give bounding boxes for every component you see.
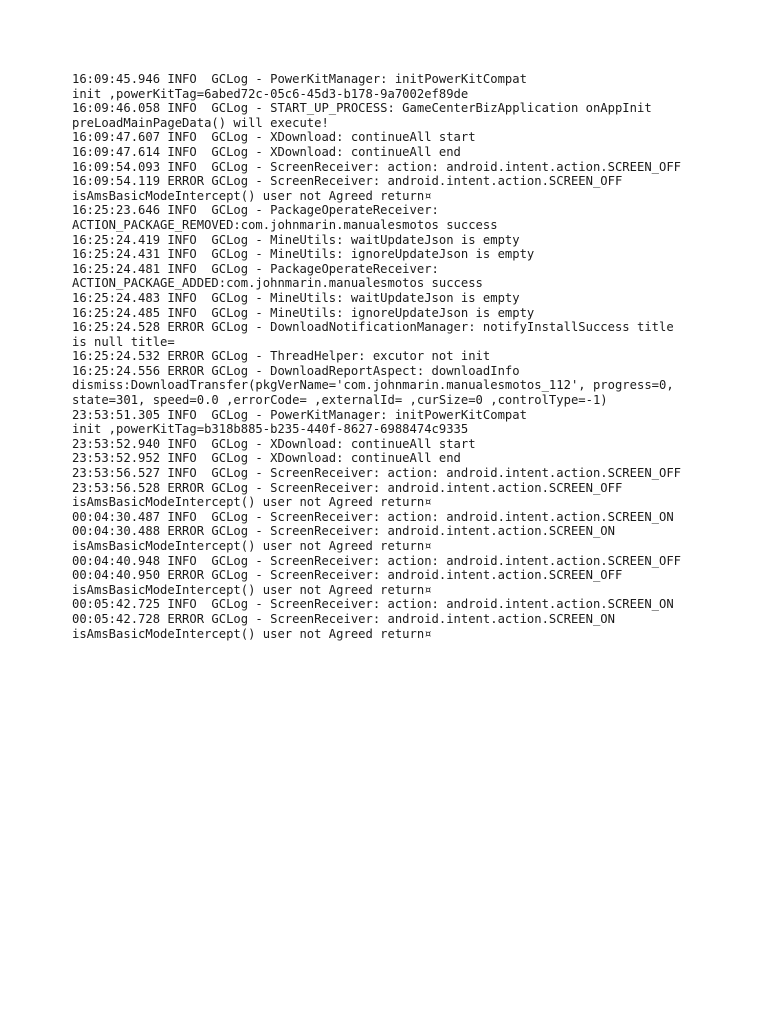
log-line: dismiss:DownloadTransfer(pkgVerName='com.johnmarin.manualesmotos_112', progress=0, [72, 378, 674, 393]
log-line: 00:04:30.488 ERROR GCLog - ScreenReceiver: android.intent.action.SCREEN_ON [72, 524, 615, 539]
log-line: ACTION_PACKAGE_REMOVED:com.johnmarin.manualesmotos success [72, 217, 498, 232]
log-line: is null title= [72, 334, 175, 349]
log-line: 00:05:42.728 ERROR GCLog - ScreenReceiver: android.intent.action.SCREEN_ON [72, 611, 615, 626]
log-line: 23:53:56.528 ERROR GCLog - ScreenReceiver: android.intent.action.SCREEN_OFF [72, 480, 623, 495]
log-line: isAmsBasicModeIntercept() user not Agreed return¤ [72, 539, 432, 553]
log-line: preLoadMainPageData() will execute! [72, 115, 329, 130]
log-line: 16:09:47.614 INFO GCLog - XDownload: continueAll end [72, 144, 461, 159]
log-line: 00:04:40.950 ERROR GCLog - ScreenReceiver: android.intent.action.SCREEN_OFF [72, 568, 623, 583]
log-line: 16:25:24.431 INFO GCLog - MineUtils: ignoreUpdateJson is empty [72, 247, 535, 262]
log-line: 00:04:40.948 INFO GCLog - ScreenReceiver: action: android.intent.action.SCREEN_OFF [72, 553, 682, 568]
log-line: 23:53:56.527 INFO GCLog - ScreenReceiver: action: android.intent.action.SCREEN_OFF [72, 466, 682, 481]
log-line: isAmsBasicModeIntercept() user not Agreed return¤ [72, 582, 432, 597]
log-line: 16:25:24.528 ERROR GCLog - DownloadNotificationManager: notifyInstallSuccess title [72, 320, 674, 335]
log-line: 00:04:30.487 INFO GCLog - ScreenReceiver: action: android.intent.action.SCREEN_ON [72, 509, 674, 524]
log-line: 23:53:51.305 INFO GCLog - PowerKitManager: initPowerKitCompat [72, 407, 527, 422]
log-line: 16:09:46.058 INFO GCLog - START_UP_PROCESS: GameCenterBizApplication onAppInit [72, 101, 652, 116]
log-line: 16:25:24.485 INFO GCLog - MineUtils: ignoreUpdateJson is empty [72, 305, 535, 320]
log-line: 16:09:47.607 INFO GCLog - XDownload: continueAll start [72, 130, 476, 145]
log-line: 16:09:54.119 ERROR GCLog - ScreenReceiver: android.intent.action.SCREEN_OFF [72, 174, 623, 189]
log-line: isAmsBasicModeIntercept() user not Agreed return¤ [72, 495, 432, 510]
log-line: isAmsBasicModeIntercept() user not Agreed return¤ [72, 188, 432, 203]
log-line: isAmsBasicModeIntercept() user not Agreed return¤ [72, 626, 432, 641]
log-line: 16:09:54.093 INFO GCLog - ScreenReceiver: action: android.intent.action.SCREEN_OFF [72, 159, 682, 174]
log-line: 16:25:24.483 INFO GCLog - MineUtils: waitUpdateJson is empty [72, 290, 520, 305]
log-line: 16:09:45.946 INFO GCLog - PowerKitManager: initPowerKitCompat [72, 72, 527, 86]
log-line: state=301, speed=0.0 ,errorCode= ,externalId= ,curSize=0 ,controlType=-1) [72, 393, 608, 408]
log-line: ACTION_PACKAGE_ADDED:com.johnmarin.manualesmotos success [72, 276, 483, 291]
log-line: init ,powerKitTag=6abed72c-05c6-45d3-b178-9a7002ef89de [72, 86, 469, 101]
log-line: 16:25:24.481 INFO GCLog - PackageOperateReceiver: [72, 261, 439, 276]
log-line: 16:25:24.532 ERROR GCLog - ThreadHelper: excutor not init [72, 349, 491, 364]
log-line: 16:25:23.646 INFO GCLog - PackageOperateReceiver: [72, 203, 439, 218]
log-line: 23:53:52.940 INFO GCLog - XDownload: continueAll start [72, 436, 476, 451]
log-text-block [72, 72, 712, 641]
log-line: init ,powerKitTag=b318b885-b235-440f-8627-6988474c9335 [72, 422, 469, 437]
log-line: 16:25:24.556 ERROR GCLog - DownloadReportAspect: downloadInfo [72, 363, 520, 378]
log-line: 16:25:24.419 INFO GCLog - MineUtils: waitUpdateJson is empty [72, 232, 520, 247]
log-line: 00:05:42.725 INFO GCLog - ScreenReceiver: action: android.intent.action.SCREEN_ON [72, 597, 674, 612]
log-line: 23:53:52.952 INFO GCLog - XDownload: continueAll end [72, 451, 461, 466]
